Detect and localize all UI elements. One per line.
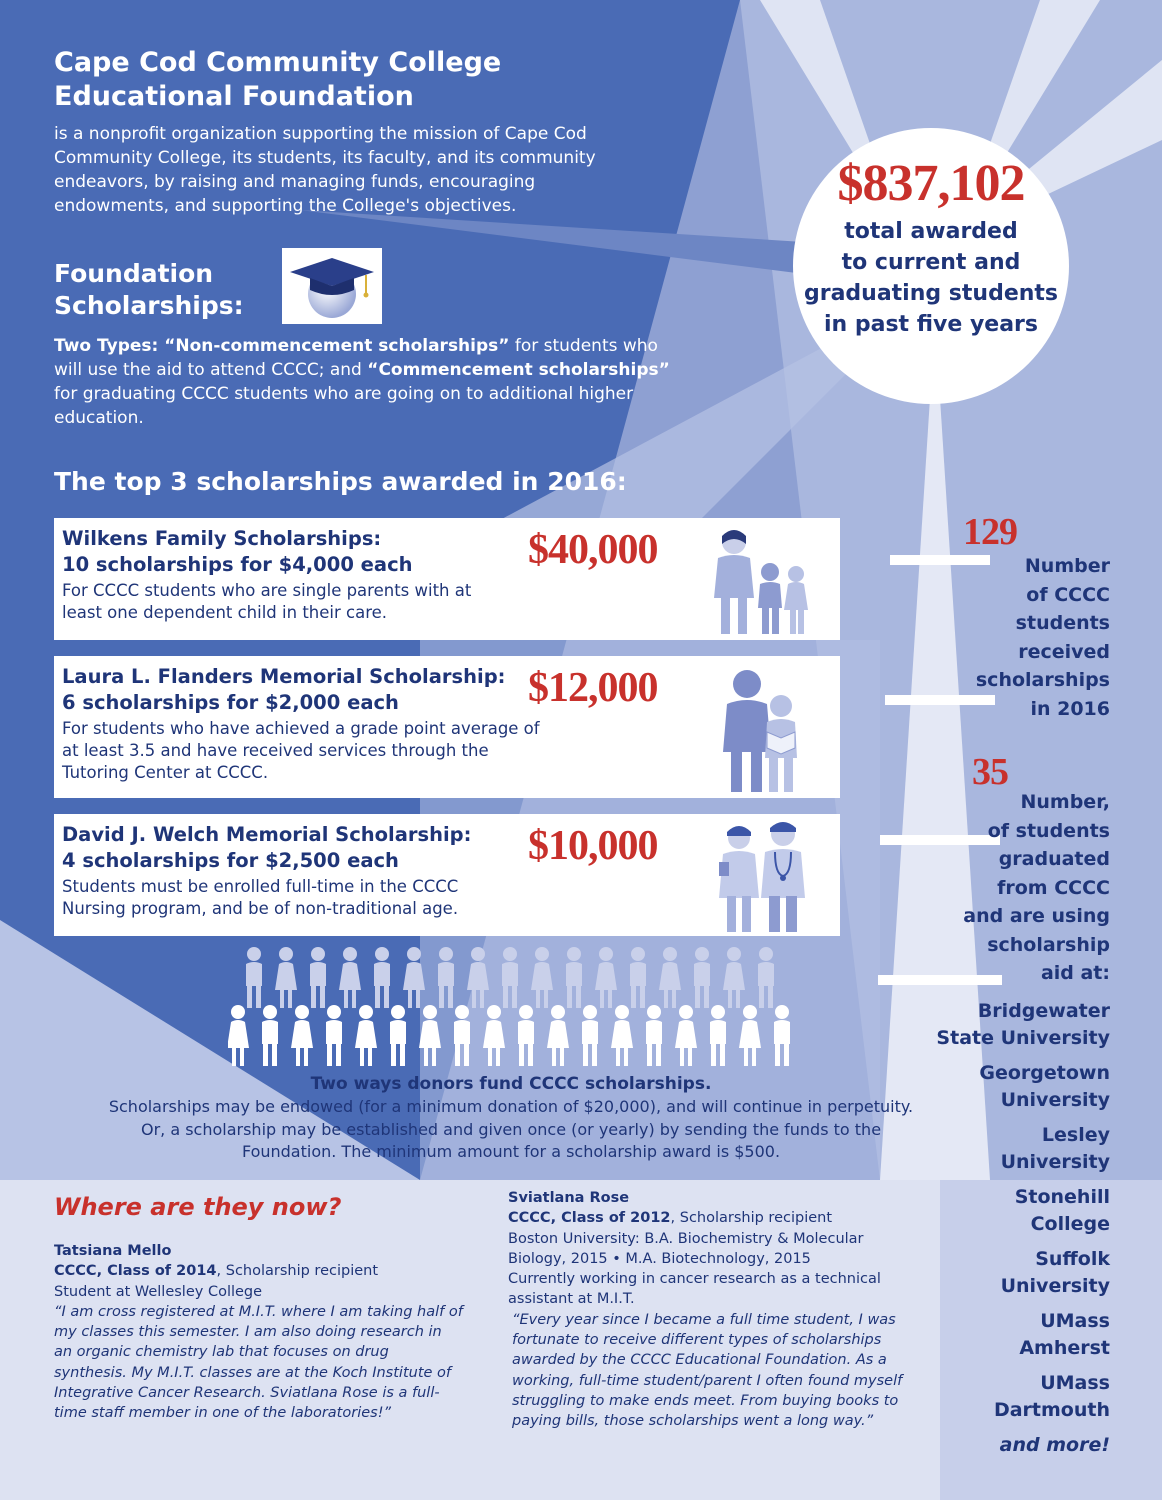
graduation-cap-icon <box>282 248 382 324</box>
testimonial-rose <box>508 1188 908 1432</box>
org-description: is a nonprofit organization supporting the mission of Cape Cod Community College, its students, its faculty, and its community endeavors, by raising and managing funds, encouraging endowments, and supporting the College's objectives. <box>54 124 596 216</box>
students-count-label <box>930 552 1110 723</box>
university-line: University <box>1000 1151 1110 1173</box>
total-label-line: in past five years <box>823 312 1038 337</box>
scholarship-title-line2: 6 scholarships for $2,000 each <box>62 691 399 714</box>
fs-title-line2: Scholarships: <box>54 291 244 320</box>
university-item <box>890 998 1110 1052</box>
total-amount: $837,102 <box>837 155 1025 212</box>
stat-label-line: of students <box>987 819 1110 842</box>
stat-label-line: scholarship <box>987 933 1110 956</box>
university-line: University <box>1000 1089 1110 1111</box>
scholarship-title-line2: 4 scholarships for $2,500 each <box>62 849 399 872</box>
testimonial-name: Sviatlana Rose <box>508 1190 630 1206</box>
testimonial-detail: Currently working in cancer research as a technical assistant at M.I.T. <box>508 1271 881 1308</box>
graduates-count-label <box>930 788 1110 988</box>
scholarship-amount: $12,000 <box>528 665 658 711</box>
total-label <box>793 216 1069 340</box>
scholarship-title-line1: Laura L. Flanders Memorial Scholarship: <box>62 665 506 688</box>
university-line: Georgetown <box>979 1062 1110 1084</box>
scholarship-title-line2: 10 scholarships for $4,000 each <box>62 553 413 576</box>
university-line: State University <box>936 1027 1110 1049</box>
graduates-count: 35 <box>972 751 1008 793</box>
university-line: College <box>1030 1213 1110 1235</box>
student-crowd-icon <box>228 942 808 1070</box>
stat-label-line: scholarships <box>975 669 1110 691</box>
nurses-icon <box>709 818 819 934</box>
testimonial-name: Tatsiana Mello <box>54 1243 172 1259</box>
donors-section <box>96 1072 926 1164</box>
stat-label-line: in 2016 <box>1030 697 1110 720</box>
total-label-line: total awarded <box>844 219 1018 244</box>
university-list <box>890 998 1110 1459</box>
testimonial-quote: “Every year since I became a full time student, I was fortunate to receive different types of scholarships awarded by the CCCC Educational Foundation. As a working, full-time student/parent I often found myself struggling to make ends meet. From buying books to paying bills, those scholarships went a long way.” <box>512 1311 903 1430</box>
stat-label-line: and are using <box>963 905 1110 927</box>
university-item <box>890 1184 1110 1238</box>
testimonial-class <box>54 1261 464 1281</box>
scholarship-amount: $40,000 <box>528 527 658 573</box>
top3-heading: The top 3 scholarships awarded in 2016: <box>54 467 627 496</box>
university-item <box>890 1370 1110 1424</box>
testimonial-detail: Boston University: B.A. Biochemistry & Molecular Biology, 2015 • M.A. Biotechnology, 2015 <box>508 1230 864 1267</box>
stat-label-line: received <box>1018 640 1110 663</box>
scholarship-title <box>62 822 471 874</box>
scholarship-description: For CCCC students who are single parents with at least one dependent child in their care. <box>62 581 472 622</box>
org-title-line1: Cape Cod Community College <box>54 47 502 78</box>
total-awarded-circle <box>793 128 1069 404</box>
where-title: Where are they now? <box>54 1193 342 1221</box>
testimonial-quote: “I am cross registered at M.I.T. where I am taking half of my classes this semester. I am also doing research in an organic chemistry lab that focuses on drug synthesis. My M.I.T. classes are at the Koch Institute of Integrative Cancer Research. Sviatlana Rose is a full-time staff member in one of the laboratories!” <box>54 1303 463 1422</box>
university-item <box>890 1246 1110 1300</box>
and-more: and more! <box>999 1434 1110 1456</box>
total-label-line: graduating students <box>803 281 1059 306</box>
university-line: Amherst <box>1019 1337 1110 1359</box>
testimonial-mello <box>54 1241 464 1424</box>
scholarship-amount: $10,000 <box>528 823 658 869</box>
stat-label-line: from CCCC <box>997 876 1110 899</box>
university-line: Suffolk <box>1035 1248 1110 1270</box>
scholarship-title-line1: Wilkens Family Scholarships: <box>62 527 382 550</box>
types-end: for graduating CCCC students who are going on to additional higher education. <box>54 384 634 428</box>
stat-label-line: of CCCC <box>1026 583 1110 606</box>
org-title <box>54 46 501 114</box>
university-item <box>890 1122 1110 1176</box>
university-line: University <box>1000 1275 1110 1297</box>
scholarship-card-welch <box>54 814 840 936</box>
donors-text: Scholarships may be endowed (for a minimum donation of $20,000), and will continue in perpetuity. Or, a scholarship may be established and given once (or yearly) by sending the funds to the Foundation. The minimum amount for a scholarship award is $500. <box>108 1097 914 1161</box>
university-line: Dartmouth <box>993 1399 1110 1421</box>
university-line: UMass <box>1040 1372 1110 1394</box>
university-line: UMass <box>1040 1310 1110 1332</box>
scholarship-title-line1: David J. Welch Memorial Scholarship: <box>62 823 472 846</box>
org-title-line2: Educational Foundation <box>54 81 414 112</box>
stat-label-line: Number, <box>1020 791 1110 813</box>
testimonial-class-rest: , Scholarship recipient <box>670 1210 833 1227</box>
stat-label-line: graduated <box>998 848 1110 870</box>
tutoring-icon <box>709 666 819 794</box>
stat-label-line: aid at: <box>1040 962 1110 984</box>
scholarship-title <box>62 664 505 716</box>
testimonial-detail: Student at Wellesley College <box>54 1283 263 1300</box>
stat-label-line: Number <box>1024 555 1110 577</box>
types-bold-2: “Commencement scholarships” <box>367 360 670 380</box>
types-mid: for students who will use the aid to attend CCCC; and <box>54 336 658 380</box>
university-line: Bridgewater <box>977 1000 1110 1022</box>
testimonial-class-bold: CCCC, Class of 2014 <box>54 1263 217 1280</box>
scholarship-title <box>62 526 413 578</box>
scholarship-card-flanders <box>54 656 840 798</box>
total-label-line: to current and <box>841 250 1021 275</box>
university-item <box>890 1060 1110 1114</box>
scholarship-card-wilkens <box>54 518 840 640</box>
scholarship-types-text <box>54 334 684 430</box>
testimonial-class-bold: CCCC, Class of 2012 <box>508 1210 671 1227</box>
foundation-scholarships-title <box>54 258 244 322</box>
scholarship-description: Students must be enrolled full-time in the CCCC Nursing program, and be of non-traditional age. <box>62 877 459 918</box>
testimonial-class <box>508 1208 908 1228</box>
testimonial-class-rest: , Scholarship recipient <box>216 1263 379 1280</box>
types-bold-1: Two Types: “Non-commencement scholarships” <box>54 336 510 356</box>
stat-label-line: students <box>1015 612 1110 634</box>
fs-title-line1: Foundation <box>54 259 214 288</box>
family-icon <box>704 524 814 636</box>
university-line: Stonehill <box>1014 1186 1110 1208</box>
students-count: 129 <box>963 511 1017 553</box>
university-line: Lesley <box>1041 1124 1110 1146</box>
donors-title: Two ways donors fund CCCC scholarships. <box>310 1074 712 1094</box>
university-item <box>890 1308 1110 1362</box>
scholarship-description: For students who have achieved a grade point average of at least 3.5 and have received services through the Tutoring Center at CCCC. <box>62 719 540 782</box>
